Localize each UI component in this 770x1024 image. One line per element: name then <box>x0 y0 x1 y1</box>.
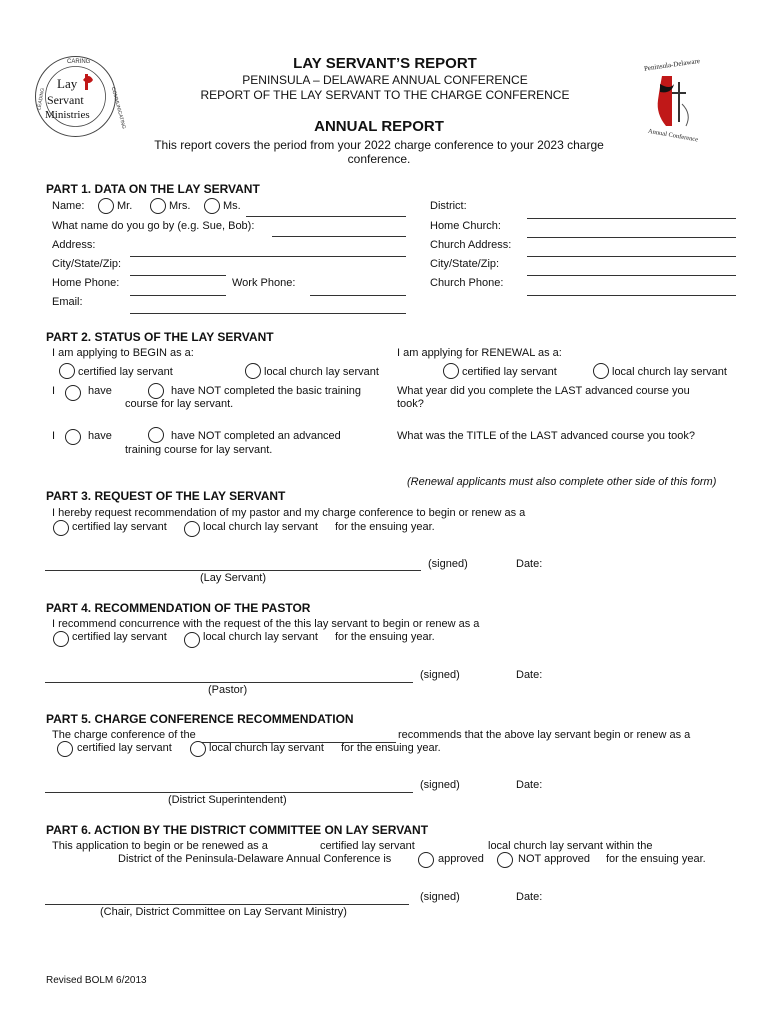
renew-local-radio[interactable] <box>593 363 609 379</box>
revised-footer: Revised BOLM 6/2013 <box>46 975 147 986</box>
begin-certified-label: certified lay servant <box>78 366 173 378</box>
begin-label: I am applying to BEGIN as a: <box>52 347 194 359</box>
name-label: Name: <box>52 200 85 212</box>
mrs-radio[interactable] <box>150 198 166 214</box>
p5-certified-radio[interactable] <box>57 741 73 757</box>
p6-sig-caption: (Chair, District Committee on Lay Servant Ministry) <box>100 906 347 918</box>
renewal-label: I am applying for RENEWAL as a: <box>397 347 562 359</box>
p4-local-radio[interactable] <box>184 632 200 648</box>
p4-ensuing-label: for the ensuing year. <box>335 631 435 643</box>
begin-local-radio[interactable] <box>245 363 261 379</box>
part1-heading: PART 1. DATA ON THE LAY SERVANT <box>46 182 260 196</box>
last-title-question: What was the TITLE of the LAST advanced course you took? <box>397 430 695 442</box>
renew-certified-label: certified lay servant <box>462 366 557 378</box>
renew-certified-radio[interactable] <box>443 363 459 379</box>
logo-ring-right: COMMUNICATING <box>109 86 127 130</box>
adv-have-label: have <box>88 430 112 442</box>
p6-not-approved-label: NOT approved <box>518 853 590 865</box>
basic-have-not-radio[interactable] <box>148 383 164 399</box>
part3-heading: PART 3. REQUEST OF THE LAY SERVANT <box>46 489 286 503</box>
adv-i-label: I <box>52 430 56 442</box>
basic-i-label: I <box>52 385 56 397</box>
renew-local-label: local church lay servant <box>612 366 727 378</box>
renewal-note: (Renewal applicants must also complete other side of this form) <box>407 476 717 488</box>
p5-local-radio[interactable] <box>190 741 206 757</box>
work-phone-label: Work Phone: <box>232 277 296 289</box>
p6-signature-line[interactable] <box>45 904 409 905</box>
city-label: City/State/Zip: <box>52 258 122 270</box>
adv-cont-label: training course for lay servant. <box>125 444 273 456</box>
ms-radio[interactable] <box>204 198 220 214</box>
annual-report-title: ANNUAL REPORT <box>314 118 444 135</box>
p3-sig-caption: (Lay Servant) <box>200 572 267 584</box>
basic-have-not-label: have NOT completed the basic training <box>171 385 361 397</box>
nickname-label: What name do you go by (e.g. Sue, Bob): <box>52 220 255 232</box>
svg-text:Servant: Servant <box>47 93 84 107</box>
church-address-field[interactable] <box>527 256 736 257</box>
conference-ring-bottom: Annual Conference <box>647 127 699 144</box>
p4-sig-caption: (Pastor) <box>208 684 248 696</box>
mr-radio[interactable] <box>98 198 114 214</box>
church-city-label: City/State/Zip: <box>430 258 500 270</box>
basic-have-label: have <box>88 385 112 397</box>
church-address-label: Church Address: <box>430 239 512 251</box>
church-phone-field[interactable] <box>527 295 736 296</box>
p4-signature-line[interactable] <box>45 682 413 683</box>
period-line-2: conference. <box>347 152 411 166</box>
p6-date-label: Date: <box>516 891 543 903</box>
p5-ensuing-label: for the ensuing year. <box>341 742 441 754</box>
part4-text: I recommend concurrence with the request of the this lay servant to begin or renew as a <box>52 618 480 630</box>
p3-date-label: Date: <box>516 558 543 570</box>
last-year-question-cont: took? <box>397 398 424 410</box>
report-subtitle: REPORT OF THE LAY SERVANT TO THE CHARGE CONFERENCE <box>200 88 570 102</box>
ms-label: Ms. <box>223 200 241 212</box>
part3-text: I hereby request recommendation of my pastor and my charge conference to begin or renew as a <box>52 507 526 519</box>
address-label: Address: <box>52 239 96 251</box>
district-field[interactable] <box>527 218 736 219</box>
work-phone-field[interactable] <box>310 295 406 296</box>
p6-certified-label: certified lay servant <box>320 840 415 852</box>
address-field[interactable] <box>130 256 406 257</box>
mrs-label: Mrs. <box>169 200 191 212</box>
p5-local-label: local church lay servant <box>209 742 324 754</box>
p5-signed-label: (signed) <box>420 779 460 791</box>
email-field[interactable] <box>130 313 406 314</box>
p6-signed-label: (signed) <box>420 891 460 903</box>
part5-heading: PART 5. CHARGE CONFERENCE RECOMMENDATION <box>46 712 354 726</box>
part2-heading: PART 2. STATUS OF THE LAY SERVANT <box>46 330 274 344</box>
p4-signed-label: (signed) <box>420 669 460 681</box>
report-title: LAY SERVANT’S REPORT <box>293 55 477 72</box>
p4-local-label: local church lay servant <box>203 631 318 643</box>
p3-local-radio[interactable] <box>184 521 200 537</box>
home-church-field[interactable] <box>527 237 736 238</box>
begin-certified-radio[interactable] <box>59 363 75 379</box>
p4-certified-label: certified lay servant <box>72 631 167 643</box>
p6-local-within-label: local church lay servant within the <box>488 840 653 852</box>
p3-ensuing-label: for the ensuing year. <box>335 521 435 533</box>
home-phone-label: Home Phone: <box>52 277 120 289</box>
p6-not-approved-radio[interactable] <box>497 852 513 868</box>
basic-cont-label: course for lay servant. <box>125 398 234 410</box>
begin-local-label: local church lay servant <box>264 366 379 378</box>
adv-have-not-radio[interactable] <box>148 427 164 443</box>
p6-approved-radio[interactable] <box>418 852 434 868</box>
part6-text-a: This application to begin or be renewed as a <box>52 840 268 852</box>
part5-text-a: The charge conference of the <box>52 729 196 741</box>
church-city-field[interactable] <box>527 275 736 276</box>
home-phone-field[interactable] <box>130 295 226 296</box>
district-label: District: <box>430 200 467 212</box>
adv-have-not-label: have NOT completed an advanced <box>171 430 341 442</box>
p5-signature-line[interactable] <box>45 792 413 793</box>
conference-name: PENINSULA – DELAWARE ANNUAL CONFERENCE <box>242 73 528 87</box>
p4-certified-radio[interactable] <box>53 631 69 647</box>
p6-ensuing-label: for the ensuing year. <box>606 853 706 865</box>
logo-ring-top: CARING <box>67 59 91 65</box>
last-year-question: What year did you complete the LAST advanced course you <box>397 385 690 397</box>
mr-label: Mr. <box>117 200 133 212</box>
svg-text:Lay: Lay <box>57 76 78 91</box>
p4-date-label: Date: <box>516 669 543 681</box>
p3-certified-radio[interactable] <box>53 520 69 536</box>
nickname-field[interactable] <box>272 236 406 237</box>
p3-signature-line[interactable] <box>45 570 421 571</box>
p3-local-label: local church lay servant <box>203 521 318 533</box>
part6-text-b: District of the Peninsula-Delaware Annual Conference is <box>118 853 392 865</box>
p3-signed-label: (signed) <box>428 558 468 570</box>
basic-have-radio[interactable] <box>65 385 81 401</box>
home-church-label: Home Church: <box>430 220 501 232</box>
name-field[interactable] <box>246 216 406 217</box>
logo-ring-left: LEADING <box>36 87 47 111</box>
part4-heading: PART 4. RECOMMENDATION OF THE PASTOR <box>46 601 311 615</box>
city-field[interactable] <box>130 275 226 276</box>
p5-certified-label: certified lay servant <box>77 742 172 754</box>
p5-sig-caption: (District Superintendent) <box>168 794 287 806</box>
period-line-1: This report covers the period from your 2022 charge conference to your 2023 charge <box>154 138 604 152</box>
svg-text:Ministries: Ministries <box>45 109 90 121</box>
church-phone-label: Church Phone: <box>430 277 504 289</box>
part5-text-b: recommends that the above lay servant begin or renew as a <box>398 729 691 741</box>
p5-date-label: Date: <box>516 779 543 791</box>
part6-heading: PART 6. ACTION BY THE DISTRICT COMMITTEE ON LAY SERVANT <box>46 823 429 837</box>
adv-have-radio[interactable] <box>65 429 81 445</box>
email-label: Email: <box>52 296 83 308</box>
p3-certified-label: certified lay servant <box>72 521 167 533</box>
p6-approved-label: approved <box>438 853 484 865</box>
conference-ring-top: Peninsula-Delaware <box>643 56 701 73</box>
